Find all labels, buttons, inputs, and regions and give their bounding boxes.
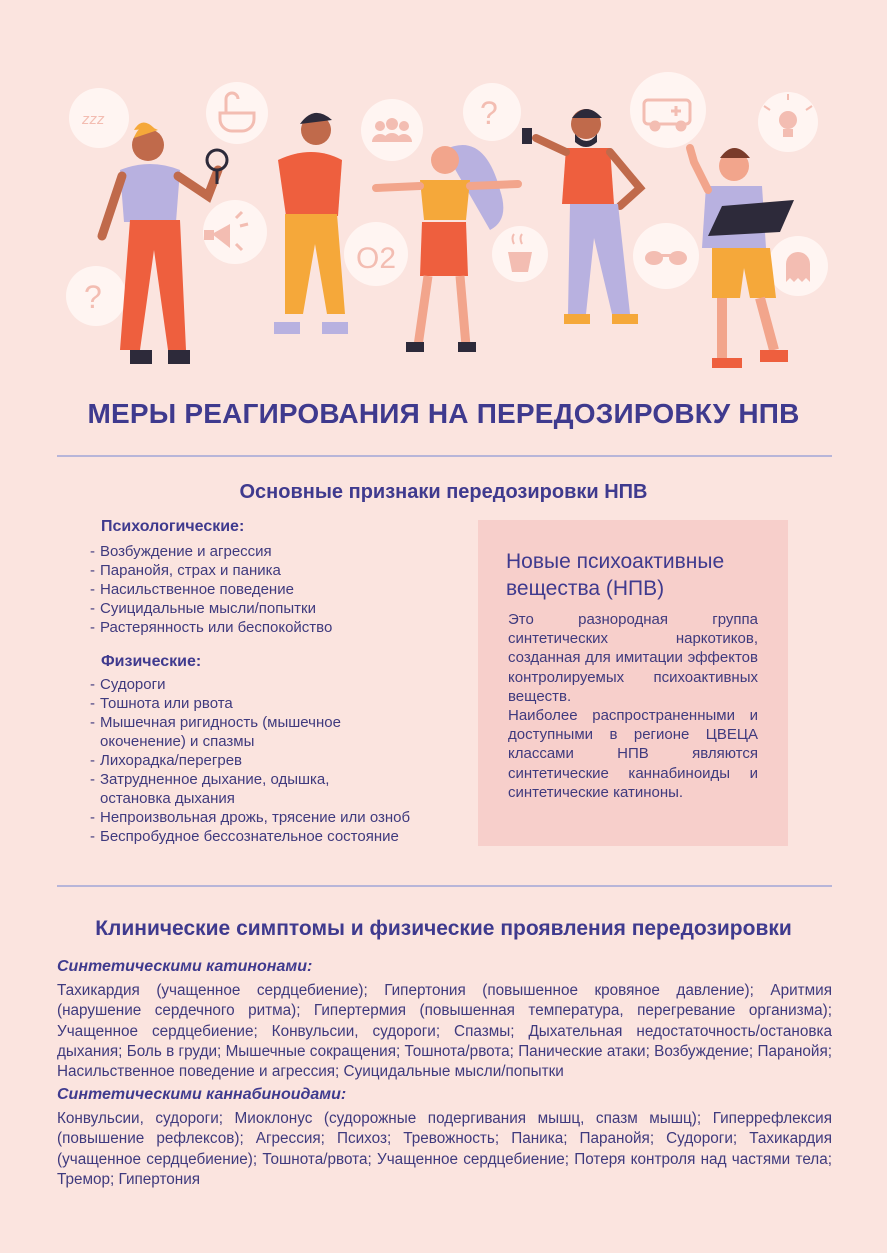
npv-box-text-2: Наиболее распространенными и доступными в регионе ЦВЕЦА классами НПВ являются синтетические каннабиноиды и синтетические катиноны. [508, 707, 758, 801]
list-item: - Затрудненное дыхание, одышка, остановка дыхания [88, 770, 365, 808]
group-icon [372, 118, 412, 142]
page-title: МЕРЫ РЕАГИРОВАНИЯ НА ПЕРЕДОЗИРОВКУ НПВ [87, 398, 800, 429]
o2-icon: O2 [356, 242, 397, 275]
question-icon-left: ? [84, 279, 102, 315]
list-item: - Паранойя, страх и паника [88, 561, 332, 580]
cathinones-text: Тахикардия (учащенное сердцебиение); Гипертония (повышенное кровяное давление); Аритмия (нарушение сердечного ритма); Гипертермия (повышенная температура, перегревание организма); Учащенное сердцебиение; Конвульсии, судороги; Спазмы; Дыхательная недостаточность/остановка дыхания; Боль в груди; Мышечные сокращения; Тошнота/рвота; Панические атаки; Возбуждение; Паранойя; Насильственное поведение и агрессия; Суицидальные мысли/попытки [57, 982, 832, 1081]
cannabinoids-text: Конвульсии, судороги; Миоклонус (судорожные подергивания мышц, спазм мышц); Гиперрефлексия (повышение рефлексов); Агрессия; Психоз; Тревожность; Паника; Паранойя; Судороги; Тахикардия (учащенное сердцебиение); Тошнота/рвота; Учащенное сердцебиение; Потеря контроля над частями тела; Тремор; Гипертония [57, 1110, 832, 1188]
ambulance-bubble [630, 72, 706, 148]
list-item: - Беспробудное бессознательное состояние [88, 827, 458, 846]
cathinones-title: Синтетическими катинонами: [57, 958, 313, 975]
phys-list [88, 675, 458, 846]
list-item: - Судороги [88, 675, 458, 694]
list-item: - Возбуждение и агрессия [88, 542, 332, 561]
ghost-icon [786, 252, 810, 282]
npv-info-box [478, 520, 788, 846]
sleep-icon: zzz [82, 111, 105, 128]
list-item: - Суицидальные мысли/попытки [88, 599, 332, 618]
psych-title: Психологические: [101, 518, 245, 535]
hero-illustration [0, 0, 887, 380]
person-phone-figure [522, 109, 640, 324]
clinical-heading: Клинические симптомы и физические проявления передозировки [95, 917, 792, 940]
divider-top [57, 455, 832, 457]
signs-heading: Основные признаки передозировки НПВ [239, 481, 648, 503]
list-item: - Тошнота или рвота [88, 694, 458, 713]
question-icon: ? [480, 95, 498, 131]
cannabinoids-title: Синтетическими каннабиноидами: [57, 1086, 347, 1103]
list-item: - Непроизвольная дрожь, трясение или озноб [88, 808, 458, 827]
psych-list [88, 542, 332, 637]
divider-middle [57, 885, 832, 887]
list-item: - Растерянность или беспокойство [88, 618, 332, 637]
person-thinking-figure [274, 113, 348, 334]
list-item: - Насильственное поведение [88, 580, 332, 599]
list-item: - Мышечная ригидность (мышечное окоченение) и спазмы [88, 713, 370, 751]
list-item: - Лихорадка/перегрев [88, 751, 458, 770]
phys-title: Физические: [101, 653, 202, 670]
npv-box-text-1: Это разнородная группа синтетических наркотиков, созданная для имитации эффектов контролируемых психоактивных веществ. [508, 611, 758, 705]
npv-box-title: Новые психоактивные вещества (НПВ) [506, 550, 725, 600]
